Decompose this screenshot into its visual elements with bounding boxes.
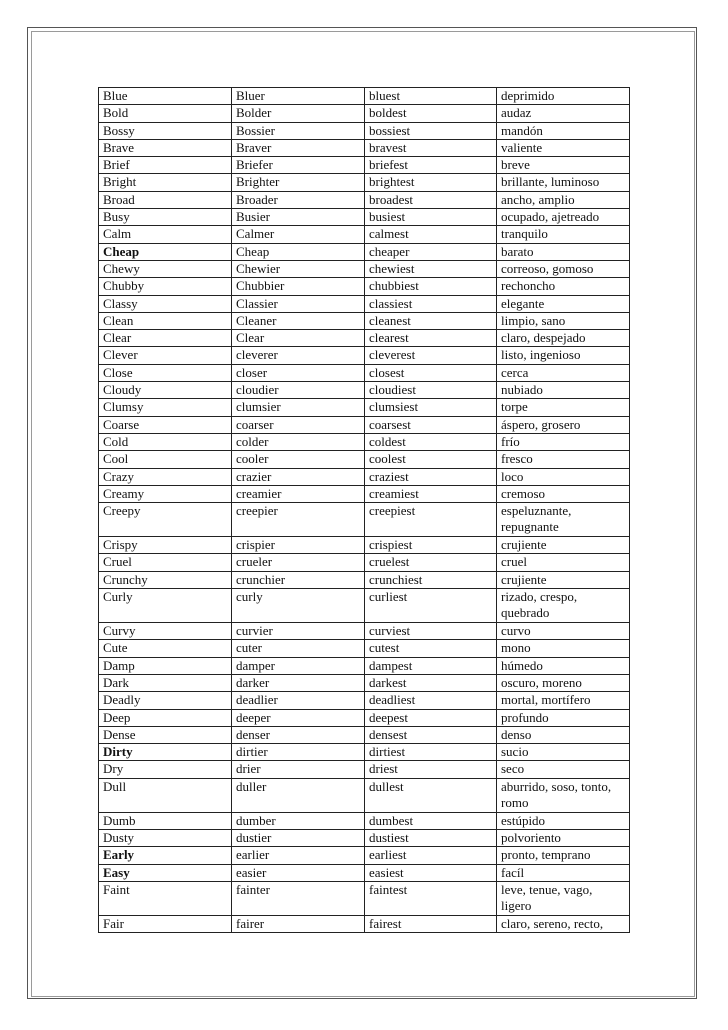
superlative-cell: dampest	[365, 657, 497, 674]
table-row	[99, 174, 630, 191]
comparative-cell: Chewier	[232, 260, 365, 277]
superlative-cell: chubbiest	[365, 278, 497, 295]
comparative-cell: Brighter	[232, 174, 365, 191]
table-row	[99, 278, 630, 295]
comparative-cell: cleverer	[232, 347, 365, 364]
spanish-translation-cell: deprimido	[497, 88, 630, 105]
adjective-cell: Cool	[99, 451, 232, 468]
table-row	[99, 623, 630, 640]
superlative-cell: broadest	[365, 191, 497, 208]
table-row	[99, 503, 630, 537]
table-row	[99, 847, 630, 864]
table-row	[99, 260, 630, 277]
superlative-cell: dumbest	[365, 812, 497, 829]
table-row	[99, 105, 630, 122]
adjectives-table-body	[99, 88, 630, 933]
spanish-translation-cell: brillante, luminoso	[497, 174, 630, 191]
superlative-cell: cruelest	[365, 554, 497, 571]
table-row	[99, 881, 630, 915]
superlative-cell: closest	[365, 364, 497, 381]
adjective-cell: Cruel	[99, 554, 232, 571]
comparative-cell: creepier	[232, 503, 365, 537]
adjective-cell: Bright	[99, 174, 232, 191]
superlative-cell: faintest	[365, 881, 497, 915]
spanish-translation-cell: profundo	[497, 709, 630, 726]
comparative-cell: crazier	[232, 468, 365, 485]
comparative-cell: crueler	[232, 554, 365, 571]
adjective-cell: Clever	[99, 347, 232, 364]
spanish-translation-cell: correoso, gomoso	[497, 260, 630, 277]
spanish-translation-cell: estúpido	[497, 812, 630, 829]
spanish-translation-cell: listo, ingenioso	[497, 347, 630, 364]
comparative-cell: colder	[232, 433, 365, 450]
adjective-cell: Creamy	[99, 485, 232, 502]
spanish-translation-cell: facíl	[497, 864, 630, 881]
comparative-cell: Clear	[232, 330, 365, 347]
comparative-cell: cooler	[232, 451, 365, 468]
comparative-cell: Cleaner	[232, 312, 365, 329]
adjective-cell: Cold	[99, 433, 232, 450]
comparative-cell: cloudier	[232, 382, 365, 399]
adjective-cell: Dense	[99, 726, 232, 743]
superlative-cell: bluest	[365, 88, 497, 105]
table-row	[99, 537, 630, 554]
spanish-translation-cell: seco	[497, 761, 630, 778]
adjective-cell: Blue	[99, 88, 232, 105]
table-row	[99, 674, 630, 691]
adjective-cell: Curly	[99, 589, 232, 623]
adjective-cell: Dull	[99, 778, 232, 812]
comparative-cell: Busier	[232, 209, 365, 226]
adjective-cell: Creepy	[99, 503, 232, 537]
superlative-cell: fairest	[365, 915, 497, 932]
adjective-cell: Faint	[99, 881, 232, 915]
spanish-translation-cell: audaz	[497, 105, 630, 122]
adjective-cell: Cute	[99, 640, 232, 657]
adjective-cell: Calm	[99, 226, 232, 243]
spanish-translation-cell: tranquilo	[497, 226, 630, 243]
table-row	[99, 312, 630, 329]
table-row	[99, 554, 630, 571]
table-row	[99, 915, 630, 932]
superlative-cell: densest	[365, 726, 497, 743]
superlative-cell: clumsiest	[365, 399, 497, 416]
adjective-cell: Busy	[99, 209, 232, 226]
spanish-translation-cell: breve	[497, 157, 630, 174]
comparative-cell: Bluer	[232, 88, 365, 105]
comparative-cell: earlier	[232, 847, 365, 864]
superlative-cell: coolest	[365, 451, 497, 468]
table-row	[99, 416, 630, 433]
table-row	[99, 451, 630, 468]
spanish-translation-cell: áspero, grosero	[497, 416, 630, 433]
comparative-cell: Bolder	[232, 105, 365, 122]
superlative-cell: cloudiest	[365, 382, 497, 399]
table-row	[99, 778, 630, 812]
superlative-cell: earliest	[365, 847, 497, 864]
table-row	[99, 657, 630, 674]
table-row	[99, 829, 630, 846]
adjective-cell: Brief	[99, 157, 232, 174]
superlative-cell: coarsest	[365, 416, 497, 433]
spanish-translation-cell: mortal, mortífero	[497, 692, 630, 709]
spanish-translation-cell: oscuro, moreno	[497, 674, 630, 691]
spanish-translation-cell: cremoso	[497, 485, 630, 502]
table-row	[99, 191, 630, 208]
spanish-translation-cell: rizado, crespo, quebrado	[497, 589, 630, 623]
spanish-translation-cell: claro, sereno, recto,	[497, 915, 630, 932]
table-row	[99, 744, 630, 761]
adjective-cell: Dirty	[99, 744, 232, 761]
adjective-cell: Cheap	[99, 243, 232, 260]
spanish-translation-cell: fresco	[497, 451, 630, 468]
spanish-translation-cell: valiente	[497, 139, 630, 156]
superlative-cell: calmest	[365, 226, 497, 243]
superlative-cell: cheaper	[365, 243, 497, 260]
spanish-translation-cell: sucio	[497, 744, 630, 761]
adjective-cell: Bold	[99, 105, 232, 122]
adjective-cell: Dumb	[99, 812, 232, 829]
superlative-cell: boldest	[365, 105, 497, 122]
superlative-cell: brightest	[365, 174, 497, 191]
comparative-cell: drier	[232, 761, 365, 778]
comparative-cell: Cheap	[232, 243, 365, 260]
adjectives-table	[98, 87, 630, 933]
spanish-translation-cell: cruel	[497, 554, 630, 571]
table-row	[99, 157, 630, 174]
comparative-cell: curvier	[232, 623, 365, 640]
superlative-cell: creamiest	[365, 485, 497, 502]
spanish-translation-cell: ocupado, ajetreado	[497, 209, 630, 226]
spanish-translation-cell: frío	[497, 433, 630, 450]
comparative-cell: duller	[232, 778, 365, 812]
table-row	[99, 243, 630, 260]
spanish-translation-cell: polvoriento	[497, 829, 630, 846]
comparative-cell: Chubbier	[232, 278, 365, 295]
adjective-cell: Coarse	[99, 416, 232, 433]
superlative-cell: curliest	[365, 589, 497, 623]
comparative-cell: crispier	[232, 537, 365, 554]
comparative-cell: curly	[232, 589, 365, 623]
table-row	[99, 468, 630, 485]
superlative-cell: easiest	[365, 864, 497, 881]
adjective-cell: Crispy	[99, 537, 232, 554]
table-row	[99, 347, 630, 364]
adjective-cell: Broad	[99, 191, 232, 208]
spanish-translation-cell: limpio, sano	[497, 312, 630, 329]
comparative-cell: Bossier	[232, 122, 365, 139]
superlative-cell: cleanest	[365, 312, 497, 329]
adjective-cell: Dark	[99, 674, 232, 691]
spanish-translation-cell: mandón	[497, 122, 630, 139]
superlative-cell: chewiest	[365, 260, 497, 277]
superlative-cell: dustiest	[365, 829, 497, 846]
adjective-cell: Dusty	[99, 829, 232, 846]
spanish-translation-cell: húmedo	[497, 657, 630, 674]
superlative-cell: dullest	[365, 778, 497, 812]
table-row	[99, 399, 630, 416]
comparative-cell: dustier	[232, 829, 365, 846]
superlative-cell: darkest	[365, 674, 497, 691]
spanish-translation-cell: ancho, amplio	[497, 191, 630, 208]
adjective-cell: Crazy	[99, 468, 232, 485]
spanish-translation-cell: curvo	[497, 623, 630, 640]
adjective-cell: Damp	[99, 657, 232, 674]
table-row	[99, 640, 630, 657]
table-row	[99, 226, 630, 243]
comparative-cell: crunchier	[232, 571, 365, 588]
table-row	[99, 812, 630, 829]
table-row	[99, 139, 630, 156]
superlative-cell: deadliest	[365, 692, 497, 709]
superlative-cell: crunchiest	[365, 571, 497, 588]
superlative-cell: curviest	[365, 623, 497, 640]
adjective-cell: Chubby	[99, 278, 232, 295]
superlative-cell: creepiest	[365, 503, 497, 537]
adjective-cell: Easy	[99, 864, 232, 881]
superlative-cell: crispiest	[365, 537, 497, 554]
table-row	[99, 330, 630, 347]
adjective-cell: Classy	[99, 295, 232, 312]
comparative-cell: closer	[232, 364, 365, 381]
table-row	[99, 364, 630, 381]
spanish-translation-cell: crujiente	[497, 571, 630, 588]
comparative-cell: deeper	[232, 709, 365, 726]
adjective-cell: Close	[99, 364, 232, 381]
spanish-translation-cell: cerca	[497, 364, 630, 381]
spanish-translation-cell: pronto, temprano	[497, 847, 630, 864]
comparative-cell: damper	[232, 657, 365, 674]
superlative-cell: cleverest	[365, 347, 497, 364]
table-row	[99, 589, 630, 623]
comparative-cell: fairer	[232, 915, 365, 932]
superlative-cell: craziest	[365, 468, 497, 485]
comparative-cell: easier	[232, 864, 365, 881]
comparative-cell: Classier	[232, 295, 365, 312]
spanish-translation-cell: crujiente	[497, 537, 630, 554]
table-row	[99, 709, 630, 726]
spanish-translation-cell: rechoncho	[497, 278, 630, 295]
table-row	[99, 692, 630, 709]
superlative-cell: clearest	[365, 330, 497, 347]
superlative-cell: driest	[365, 761, 497, 778]
table-row	[99, 209, 630, 226]
table-row	[99, 761, 630, 778]
adjective-cell: Deep	[99, 709, 232, 726]
comparative-cell: Braver	[232, 139, 365, 156]
adjective-cell: Crunchy	[99, 571, 232, 588]
adjective-cell: Clean	[99, 312, 232, 329]
comparative-cell: clumsier	[232, 399, 365, 416]
spanish-translation-cell: mono	[497, 640, 630, 657]
adjective-cell: Brave	[99, 139, 232, 156]
table-row	[99, 485, 630, 502]
comparative-cell: Calmer	[232, 226, 365, 243]
adjective-cell: Dry	[99, 761, 232, 778]
superlative-cell: classiest	[365, 295, 497, 312]
spanish-translation-cell: elegante	[497, 295, 630, 312]
comparative-cell: deadlier	[232, 692, 365, 709]
adjective-cell: Clumsy	[99, 399, 232, 416]
superlative-cell: bossiest	[365, 122, 497, 139]
table-row	[99, 88, 630, 105]
table-row	[99, 433, 630, 450]
table-row	[99, 571, 630, 588]
comparative-cell: Briefer	[232, 157, 365, 174]
spanish-translation-cell: aburrido, soso, tonto, romo	[497, 778, 630, 812]
table-row	[99, 382, 630, 399]
comparative-cell: creamier	[232, 485, 365, 502]
comparative-cell: dirtier	[232, 744, 365, 761]
table-row	[99, 864, 630, 881]
spanish-translation-cell: loco	[497, 468, 630, 485]
comparative-cell: cuter	[232, 640, 365, 657]
spanish-translation-cell: barato	[497, 243, 630, 260]
adjective-cell: Bossy	[99, 122, 232, 139]
spanish-translation-cell: nubiado	[497, 382, 630, 399]
adjective-cell: Deadly	[99, 692, 232, 709]
table-row	[99, 295, 630, 312]
spanish-translation-cell: torpe	[497, 399, 630, 416]
superlative-cell: bravest	[365, 139, 497, 156]
spanish-translation-cell: denso	[497, 726, 630, 743]
adjective-cell: Clear	[99, 330, 232, 347]
adjective-cell: Cloudy	[99, 382, 232, 399]
table-row	[99, 726, 630, 743]
comparative-cell: coarser	[232, 416, 365, 433]
superlative-cell: cutest	[365, 640, 497, 657]
superlative-cell: dirtiest	[365, 744, 497, 761]
adjective-cell: Early	[99, 847, 232, 864]
spanish-translation-cell: leve, tenue, vago, ligero	[497, 881, 630, 915]
comparative-cell: Broader	[232, 191, 365, 208]
adjective-cell: Chewy	[99, 260, 232, 277]
table-row	[99, 122, 630, 139]
adjective-cell: Curvy	[99, 623, 232, 640]
superlative-cell: busiest	[365, 209, 497, 226]
superlative-cell: briefest	[365, 157, 497, 174]
comparative-cell: denser	[232, 726, 365, 743]
comparative-cell: fainter	[232, 881, 365, 915]
adjective-cell: Fair	[99, 915, 232, 932]
comparative-cell: darker	[232, 674, 365, 691]
superlative-cell: deepest	[365, 709, 497, 726]
comparative-cell: dumber	[232, 812, 365, 829]
superlative-cell: coldest	[365, 433, 497, 450]
spanish-translation-cell: espeluznante, repugnante	[497, 503, 630, 537]
spanish-translation-cell: claro, despejado	[497, 330, 630, 347]
